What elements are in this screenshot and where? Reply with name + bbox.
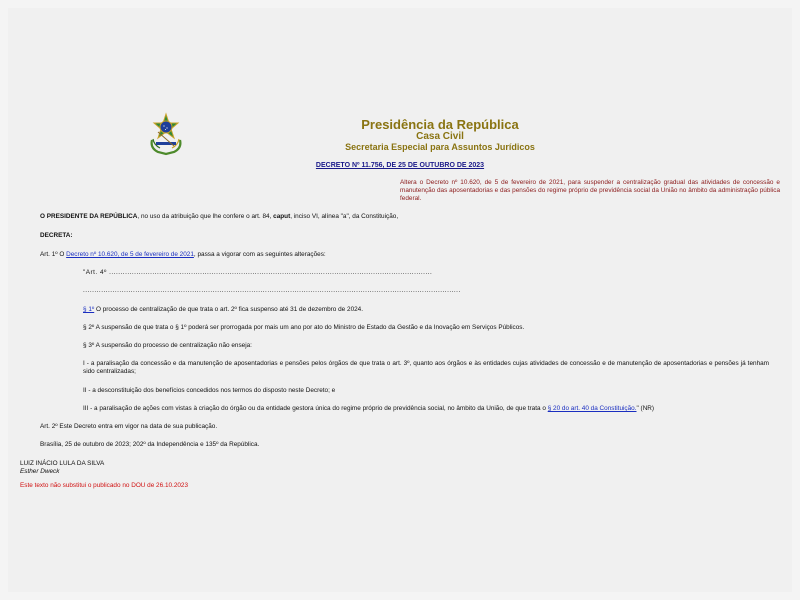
preamble-text-2: , inciso VI, alínea "a", da Constituição, (290, 213, 399, 220)
header-title: Presidência da República (361, 117, 519, 132)
decree-title[interactable]: DECRETO Nº 11.756, DE 25 DE OUTUBRO DE 2023 (315, 162, 485, 169)
inciso-1: I - a paralisação da concessão e da manutenção de aposentadorias e pensões pelos órgãos de que trata o art. 3º, quanto aos órgãos e às entidades cujas atividades de concessão e de manutenção de aposentadorias e pensões já tenham sido centralizadas; (83, 360, 769, 375)
preamble-president: O PRESIDENTE DA REPÚBLICA (40, 213, 138, 220)
paragraph-1 (83, 306, 783, 314)
preamble-text-1: , no uso da atribuição que lhe confere o art. 84, (137, 213, 272, 220)
inciso-3-text: III - a paralisação de ações com vistas à criação do órgão ou da entidade gestora única do regime próprio de previdência social, no âmbito da União, de que trata o (83, 405, 546, 412)
header-subtitle: Casa Civil (416, 131, 464, 142)
publication-notice: Este texto não substitui o publicado no DOU de 26.10.2023 (20, 482, 189, 489)
decree-ementa: Altera o Decreto nº 10.620, de 5 de fevereiro de 2021, para suspender a centralização gradual das atividades de concessão e manutenção das aposentadorias e das pensões do regime próprio de previdência social da União no âmbito da administração pública federal. (400, 179, 780, 202)
quote-art-4 (83, 269, 783, 277)
decreta: DECRETA: (40, 232, 73, 239)
signature-minister: Esther Dweck (20, 468, 60, 475)
quote-art-4-label: "Art. 4º (83, 269, 107, 276)
inciso-3-suffix: " (NR) (636, 405, 655, 412)
art-1 (40, 251, 780, 259)
paragraph-2: § 2º A suspensão de que trata o § 1º poderá ser prorrogada por mais um ano por ato do Ministro de Estado da Gestão e da Inovação em Serviços Públicos. (83, 324, 525, 331)
paragraph-1-text: O processo de centralização de que trata o art. 2º fica suspenso até 31 de dezembro de 2024. (96, 306, 364, 313)
decree-10620-link[interactable]: Decreto nº 10.620, de 5 de fevereiro de 2021 (66, 251, 194, 258)
preamble-caput: caput (273, 213, 291, 220)
constitution-link[interactable]: § 20 do art. 40 da Constituição. (547, 405, 637, 412)
inciso-3 (83, 405, 783, 413)
paragraph-3: § 3º A suspensão do processo de centralização não enseja: (83, 342, 252, 349)
quote-dots-2: ...................................................................................................................................................................... (83, 287, 461, 294)
art-1-prefix: Art. 1º O (40, 251, 65, 258)
quote-dots-1: .............................................................................................................................................. (109, 269, 433, 276)
preamble (40, 213, 780, 221)
header-office: Secretaria Especial para Assuntos Jurídicos (345, 142, 535, 152)
inciso-2: II - a desconstituição dos benefícios concedidos nos termos do disposto neste Decreto; e (83, 387, 336, 394)
place-date: Brasília, 25 de outubro de 2023; 202º da Independência e 135º da República. (40, 441, 260, 448)
document-frame (8, 8, 792, 592)
paragraph-1-link[interactable]: § 1º (83, 306, 95, 313)
art-2: Art. 2º Este Decreto entra em vigor na data de sua publicação. (40, 423, 218, 430)
art-1-suffix: , passa a vigorar com as seguintes alterações: (193, 251, 326, 258)
signature-president: LUIZ INÁCIO LULA DA SILVA (20, 460, 105, 467)
